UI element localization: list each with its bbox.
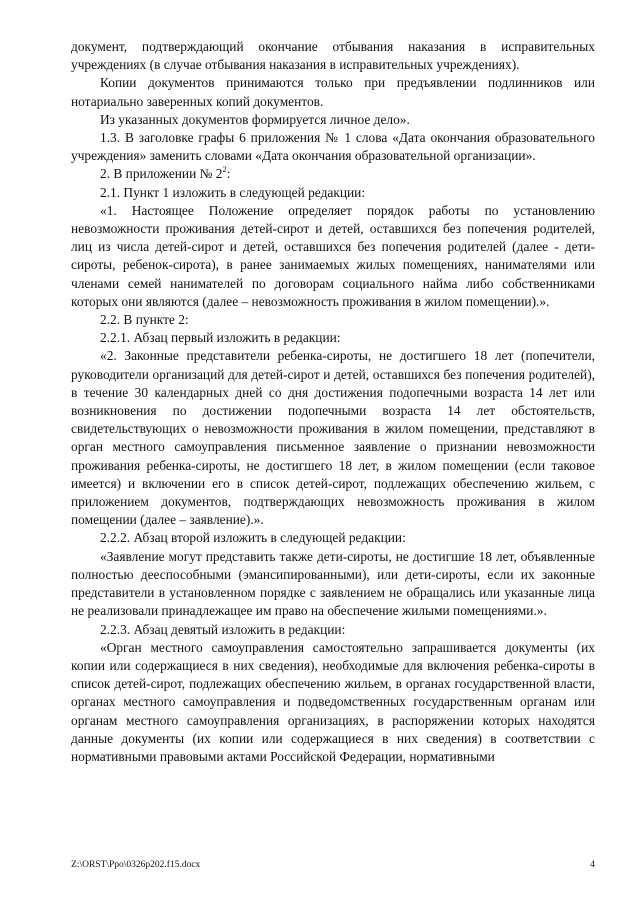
paragraph-1: документ, подтверждающий окончание отбывания наказания в исправительных учреждениях (в случае отбывания наказания в исправительных учреждениях). — [71, 39, 595, 73]
paragraph-13: 2.2.3. Абзац девятый изложить в редакции: — [100, 621, 346, 637]
paragraph-10: «2. Законные представители ребенка-сироты, не достигшего 18 лет (попечители, руководители организаций для детей-сирот и детей, оставшихся без попечения родителей), в течение 30 календарных дней со дня достижения подопечными возраста 14 лет или возникновения по достижении подопечными возраста 14 лет обстоятельств, свидетельствующих о невозможности проживания в жилом помещении, представляют в орган местного самоуправления письменное заявление о признании невозможности проживания ребенка-сироты, не достигшего 18 лет, в жилом помещении (если таковое имеется) и включении его в список детей-сирот, подлежащих обеспечению жильем, с приложением документов, подтверждающих невозможность проживания в жилом помещении (далее – заявление).». — [71, 348, 595, 528]
paragraph-2: Копии документов принимаются только при предъявлении подлинников или нотариально заверенных копий документов. — [71, 75, 595, 109]
paragraph-14: «Орган местного самоуправления самостоятельно запрашивается документы (их копии или содержащиеся в них сведения), необходимые для включения ребенка-сироты в список детей-сирот, подлежащих обеспечению жильем, в органах государственной власти, органах местного самоуправления и подведомственных государственным органам или органам местного самоуправления организациях, в распоряжении которых находятся данные документы (их копии или содержащиеся в них сведения) в соответствии с нормативными правовыми актами Российской Федерации, нормативными — [71, 639, 595, 764]
footnote-marker: 2 — [222, 163, 227, 174]
paragraph-12: «Заявление могут представить также дети-сироты, не достигшие 18 лет, объявленные полностью дееспособными (эмансипированными), или дети-сироты, если их законные представители в установленном порядке с заявлением не обращались или указанные лица не реализовали принадлежащее им право на обеспечение жилыми помещениями.». — [71, 548, 595, 619]
paragraph-6: 2.1. Пункт 1 изложить в следующей редакции: — [100, 184, 366, 200]
paragraph-11: 2.2.2. Абзац второй изложить в следующей редакции: — [100, 530, 406, 546]
footer-file-path: Z:\ORST\Ppo\0326p202.f15.docx — [71, 860, 201, 870]
paragraph-8: 2.2. В пункте 2: — [100, 312, 189, 328]
paragraph-5 — [71, 165, 595, 183]
page-number: 4 — [590, 860, 595, 870]
paragraph-3: Из указанных документов формируется личное дело». — [100, 111, 410, 127]
paragraph-5-text: 2. В приложении № 2 — [100, 166, 223, 182]
paragraph-9: 2.2.1. Абзац первый изложить в редакции: — [100, 330, 341, 346]
paragraph-4: 1.3. В заголовке графы 6 приложения № 1 слова «Дата окончания образовательного учреждения» заменить словами «Дата окончания образовательной организации». — [71, 130, 595, 164]
document-body — [71, 38, 595, 766]
paragraph-7: «1. Настоящее Положение определяет порядок работы по установлению невозможности проживания детей-сирот и детей, оставшихся без попечения родителей, лиц из числа детей-сирот и детей, оставшихся без попечения родителей (далее - дети-сироты, ребенок-сирота), в ранее занимаемых жилых помещениях, нанимателями или членами семей нанимателей по договорам социального найма либо собственниками которых они являются (далее – невозможность проживания в жилом помещении).». — [71, 202, 595, 309]
paragraph-5-tail: : — [226, 166, 231, 182]
